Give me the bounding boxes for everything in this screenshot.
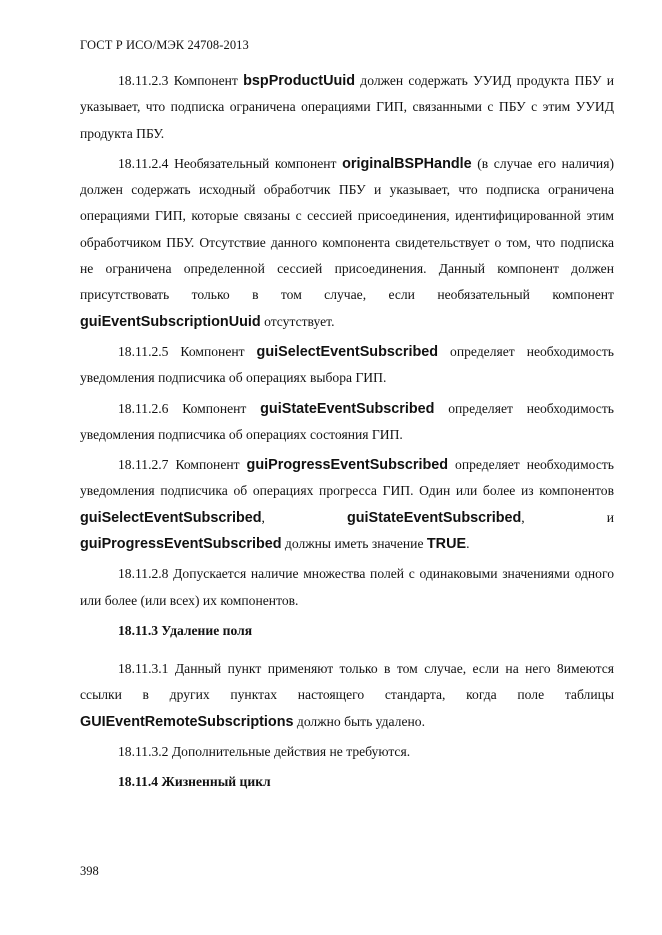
paragraph-text: определяет необходимость уведомления подписчика об операциях состояния ГИП. xyxy=(80,400,614,442)
section-heading-18-11-4: 18.11.4 Жизненный цикл xyxy=(118,774,271,790)
document-header: ГОСТ Р ИСО/МЭК 24708-2013 xyxy=(80,38,249,52)
document-body xyxy=(80,68,614,807)
paragraph-18-11-2-3 xyxy=(80,68,614,147)
code-term: TRUE xyxy=(426,536,467,553)
paragraph-text: , xyxy=(261,509,347,525)
code-term: guiStateEventSubscribed xyxy=(260,400,435,417)
code-term: guiProgressEventSubscribed xyxy=(80,536,282,553)
section-heading-18-11-3: 18.11.3 Удаление поля xyxy=(118,622,253,638)
paragraph-18-11-2-7 xyxy=(80,452,614,557)
paragraph-18-11-2-4 xyxy=(80,151,614,335)
code-term: guiSelectEventSubscribed xyxy=(80,509,262,526)
paragraph-text: 18.11.2.6 Компонент xyxy=(118,400,261,416)
paragraph-text: 18.11.2.3 Компонент xyxy=(118,73,244,88)
paragraph-text: определяет необходимость уведомления подписчика об операциях прогресса ГИП. Один или более из компонентов xyxy=(80,457,614,499)
paragraph-text: определяет необходимость уведомления подписчика об операциях выбора ГИП. xyxy=(80,343,614,386)
paragraph-text: 18.11.2.4 Необязательный компонент xyxy=(118,155,343,171)
paragraph-text: , и xyxy=(521,509,614,525)
code-term: originalBSPHandle xyxy=(342,155,472,172)
paragraph-text: . xyxy=(466,536,470,552)
code-term: GUIEventRemoteSubscriptions xyxy=(80,713,294,730)
paragraph-text: отсутствует. xyxy=(260,313,335,329)
paragraph-text: (в случае его наличия) должен содержать исходный обработчик ПБУ и указывает, что подписка ограничена операциями ГИП, которые связаны с сессией присоединения, идентифицированной этим обработчиком ПБУ. Отсутствие данного компонента свидетельствует о том, что подписка не ограничена определенной сессией присоединения. Данный компонент должен присутствовать только в том случае, если необязательный компонент xyxy=(80,155,614,303)
paragraph-18-11-2-6 xyxy=(80,396,614,449)
paragraph-text: должен содержать УУИД продукта ПБУ и указывает, что подписка ограничена операциями ГИП, связанными с ПБУ с этим УУИД продукта ПБУ. xyxy=(80,73,614,141)
paragraph-text: 18.11.3.1 Данный пункт применяют только в том случае, если на него 8имеются ссылки в других пунктах настоящего стандарта, когда поле таблицы xyxy=(80,660,614,703)
paragraph-text: должны иметь значение xyxy=(281,536,427,552)
code-term: guiProgressEventSubscribed xyxy=(246,457,449,474)
paragraph-text: 18.11.2.5 Компонент xyxy=(118,343,257,359)
page-number: 398 xyxy=(80,864,99,878)
code-term: guiStateEventSubscribed xyxy=(346,509,522,526)
code-term: guiEventSubscriptionUuid xyxy=(80,313,261,330)
paragraph-text: должно быть удалено. xyxy=(293,713,425,729)
paragraph-18-11-3-1 xyxy=(80,656,614,735)
code-term: guiSelectEventSubscribed xyxy=(256,343,439,360)
code-term: bspProductUuid xyxy=(243,73,356,89)
paragraph-18-11-2-8: 18.11.2.8 Допускается наличие множества полей с одинаковыми значениями одного или более (или всех) их компонентов. xyxy=(80,566,614,608)
paragraph-18-11-3-2: 18.11.3.2 Дополнительные действия не требуются. xyxy=(118,743,411,759)
paragraph-18-11-2-5 xyxy=(80,339,614,392)
paragraph-text: 18.11.2.7 Компонент xyxy=(118,457,247,473)
